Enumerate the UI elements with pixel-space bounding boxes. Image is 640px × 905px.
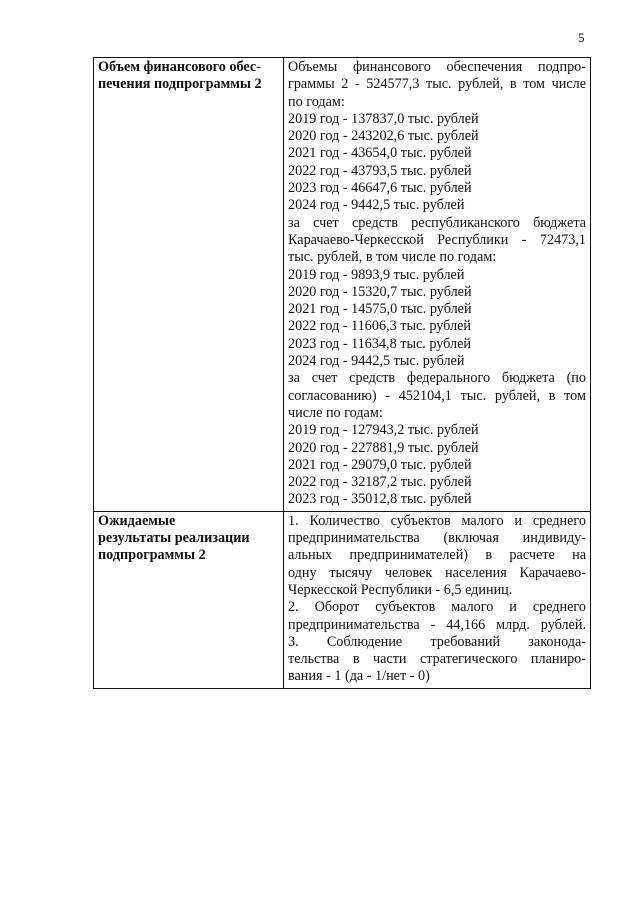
funding-year-line: 2023 год - 46647,6 тыс. рублей <box>288 180 472 197</box>
funding-text-line: согласованию) - 452104,1 тыс. рублей, в том <box>288 387 586 404</box>
funding-year-line: 2020 год - 243202,6 тыс. рублей <box>288 128 479 145</box>
funding-text-line: Карачаево-Черкесской Республики - 72473,1 <box>288 231 586 248</box>
subprogram-passport-table <box>93 57 591 689</box>
results-label-line: Ожидаемые <box>98 512 176 529</box>
funding-row <box>94 58 591 512</box>
funding-text-line: за счет средств республиканского бюджета <box>288 214 586 231</box>
funding-text-line: Объемы финансового обеспечения подпро- <box>288 59 586 75</box>
results-text-line: 3. Соблюдение требований законода- <box>288 633 586 650</box>
results-text-line: предпринимательства (включая индивиду- <box>288 530 586 547</box>
results-text-line: одну тысячу человек населения Карачаево- <box>288 564 586 581</box>
funding-label-cell <box>94 58 284 512</box>
funding-year-line: 2024 год - 9442,5 тыс. рублей <box>288 197 465 214</box>
funding-content-cell <box>284 58 591 512</box>
funding-text-line: числе по годам: <box>288 404 383 421</box>
funding-text-line: тыс. рублей, в том числе по годам: <box>288 249 497 266</box>
page-number: 5 <box>578 30 585 45</box>
funding-label-line: Объем финансового обес- <box>98 59 261 75</box>
results-label-cell <box>94 511 284 688</box>
funding-year-line: 2023 год - 11634,8 тыс. рублей <box>288 335 472 352</box>
funding-year-line: 2021 год - 43654,0 тыс. рублей <box>288 145 472 162</box>
results-text-line: тельства в части стратегического планиро- <box>288 651 586 668</box>
funding-year-line: 2020 год - 227881,9 тыс. рублей <box>288 439 479 456</box>
results-text-line: альных предпринимателей) в расчете на <box>288 547 586 564</box>
results-text-line: Черкесской Республики - 6,5 единиц. <box>288 581 513 598</box>
results-text-line: вания - 1 (да - 1/нет - 0) <box>288 668 430 685</box>
funding-text-line: граммы 2 - 524577,3 тыс. рублей, в том числе <box>288 76 586 93</box>
funding-year-line: 2022 год - 11606,3 тыс. рублей <box>288 318 472 335</box>
funding-year-line: 2021 год - 29079,0 тыс. рублей <box>288 456 472 473</box>
funding-year-line: 2024 год - 9442,5 тыс. рублей <box>288 353 465 370</box>
results-label-line: подпрограммы 2 <box>98 547 206 564</box>
funding-year-line: 2019 год - 127943,2 тыс. рублей <box>288 422 479 439</box>
results-text-line: 2. Оборот субъектов малого и среднего <box>288 599 586 616</box>
results-content-cell <box>284 511 591 688</box>
funding-text-line: за счет средств федерального бюджета (по <box>288 370 586 387</box>
funding-year-line: 2019 год - 137837,0 тыс. рублей <box>288 110 479 127</box>
funding-year-line: 2022 год - 32187,2 тыс. рублей <box>288 474 472 491</box>
funding-year-line: 2023 год - 35012,8 тыс. рублей <box>288 491 472 508</box>
expected-results-row <box>94 511 591 688</box>
funding-year-line: 2022 год - 43793,5 тыс. рублей <box>288 162 472 179</box>
results-text-line: 1. Количество субъектов малого и среднего <box>288 512 586 529</box>
funding-label-line: печения подпрограммы 2 <box>98 76 262 93</box>
funding-year-line: 2020 год - 15320,7 тыс. рублей <box>288 283 472 300</box>
funding-year-line: 2021 год - 14575,0 тыс. рублей <box>288 301 472 318</box>
funding-year-line: 2019 год - 9893,9 тыс. рублей <box>288 266 465 283</box>
funding-text-line: по годам: <box>288 93 345 110</box>
results-text-line: предпринимательства - 44,166 млрд. рублей. <box>288 616 586 633</box>
results-label-line: результаты реализации <box>98 530 250 547</box>
